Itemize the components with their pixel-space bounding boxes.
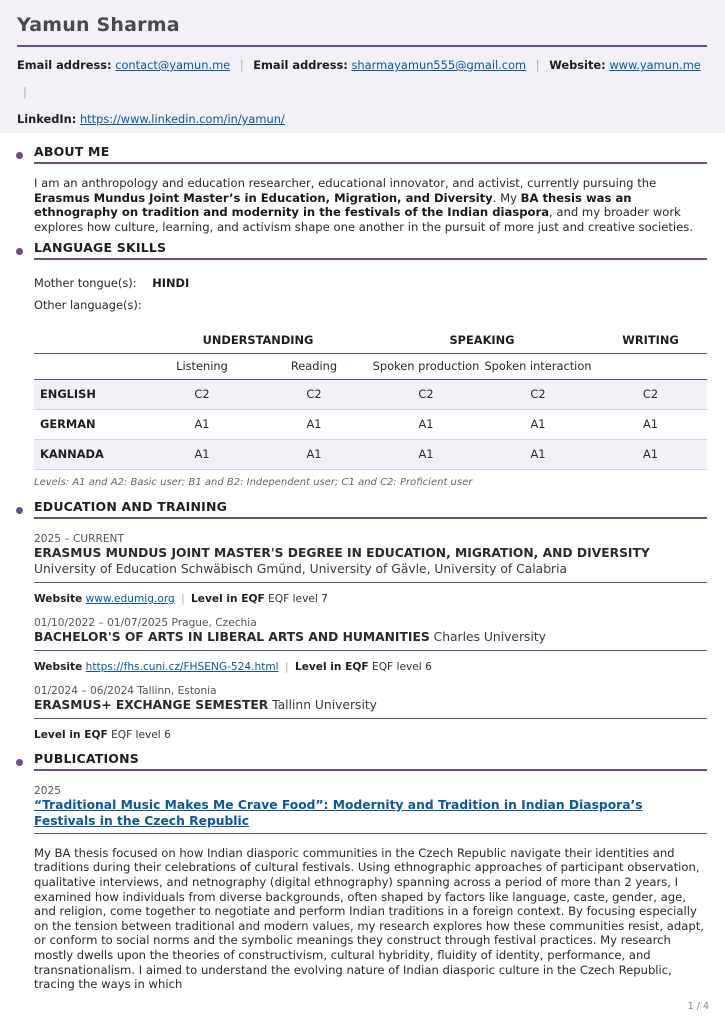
email-label: Email address: (253, 58, 348, 72)
education-entry (34, 533, 707, 605)
language-table (34, 327, 707, 470)
table-subheader-row (34, 353, 707, 379)
level-cell: A1 (370, 439, 482, 469)
level-cell: A1 (146, 409, 258, 439)
degree-name: BACHELOR'S OF ARTS IN LIBERAL ARTS AND HUMANITIES (34, 629, 430, 644)
education-entry (34, 685, 707, 741)
entry-date: 01/10/2022 – 01/07/2025 Prague, Czechia (34, 616, 257, 629)
linkedin-link[interactable]: https://www.linkedin.com/in/yamun/ (79, 112, 285, 126)
mother-tongue (34, 276, 707, 290)
mother-tongue-label: Mother tongue(s): (34, 276, 137, 291)
website-label: Website (34, 592, 83, 605)
other-languages-label: Other language(s): (34, 298, 142, 313)
contact-info (17, 52, 707, 133)
section-title-education (34, 499, 707, 519)
institution-name: University of Education Schwäbisch Gmünd, University of Gävle, University of Calabria (34, 561, 568, 576)
text-run: . My (492, 190, 521, 205)
entry-date: 01/2024 – 06/2024 Tallinn, Estonia (34, 684, 217, 697)
table-cell (594, 353, 707, 379)
level-cell: A1 (146, 439, 258, 469)
subheader-spoken-interaction: Spoken interaction (482, 353, 594, 379)
separator: | (23, 85, 27, 99)
bullet-dot-icon (16, 248, 23, 255)
table-header-row (34, 327, 707, 353)
eqf-label: Level in EQF (34, 728, 108, 741)
text-bold: Erasmus Mundus Joint Master’s in Education, Migration, and Diversity (34, 190, 493, 205)
bullet-dot-icon (16, 507, 23, 514)
level-cell: A1 (594, 409, 707, 439)
level-cell: C2 (146, 379, 258, 409)
website-label: Website (34, 660, 83, 673)
subheader-listening: Listening (146, 353, 258, 379)
about-paragraph (34, 176, 707, 234)
entry-date: 2025 – CURRENT (34, 532, 124, 545)
level-cell: C2 (594, 379, 707, 409)
contact-item (546, 58, 701, 72)
contact-item (17, 58, 234, 72)
email-label: Email address: (17, 58, 112, 72)
institution-name: Tallinn University (268, 697, 377, 712)
page-number: 1 / 4 (687, 1001, 709, 1012)
text-run: I am an anthropology and education researcher, educational innovator, and activist, currently pursuing the (34, 176, 657, 190)
header-writing: WRITING (594, 327, 707, 353)
entry-meta (34, 729, 707, 741)
subheader-spoken-production: Spoken production (370, 353, 482, 379)
linkedin-label: LinkedIn: (17, 112, 77, 126)
language-name: ENGLISH (34, 379, 146, 409)
header-speaking: SPEAKING (370, 327, 594, 353)
section-heading: LANGUAGE SKILLS (34, 240, 167, 256)
header-divider (17, 45, 707, 47)
publication-abstract: My BA thesis focused on how Indian diasporic communities in the Czech Republic navigate their identities and traditions during their celebrations of cultural festivals. Using ethnographic approaches of participant observation, qualitative interviews, and netnography (digital ethnography) spanning across a period of more than 2 years, I examined how individuals from diverse backgrounds, often shaped by factors like language, caste, gender, age, and religion, come together to negotiate and perform Indian traditions in a foreign context. By focusing especially on the tension between traditional and modern values, my research explores how these communities resist, adapt, or conform to social norms and the symbolic meanings they construct through festival practices. My research mostly dwells upon the theories of constructivism, cultural hybridity, fluidity of identity, performance, and transnationalism. I aimed to understand the evolving nature of Indian diasporic culture in the Czech Republic, tracing the ways in which (34, 845, 704, 992)
language-name: KANNADA (34, 439, 146, 469)
header-understanding: UNDERSTANDING (146, 327, 370, 353)
language-name: GERMAN (34, 409, 146, 439)
email-link-primary[interactable]: contact@yamun.me (115, 58, 231, 72)
level-cell: A1 (258, 409, 370, 439)
subheader-reading: Reading (258, 353, 370, 379)
entry-website-link[interactable]: https://fhs.cuni.cz/FHSENG-524.html (85, 660, 279, 673)
section-heading: PUBLICATIONS (34, 750, 140, 766)
degree-name: ERASMUS+ EXCHANGE SEMESTER (34, 697, 269, 712)
level-cell: A1 (370, 409, 482, 439)
eqf-label: Level in EQF (191, 592, 265, 605)
table-cell (34, 353, 146, 379)
website-label: Website: (549, 58, 606, 72)
cv-header (0, 0, 725, 133)
eqf-label: Level in EQF (294, 660, 369, 673)
level-cell: A1 (482, 439, 594, 469)
table-row (34, 409, 707, 439)
separator: | (285, 660, 289, 673)
email-link-secondary[interactable]: sharmayamun555@gmail.com (351, 58, 527, 72)
section-heading: ABOUT ME (34, 144, 110, 159)
level-cell: C2 (258, 379, 370, 409)
bullet-dot-icon (16, 152, 23, 159)
text-run: , and my broader work explores how culture, learning, and activism shape one another in the pursuit of more just and creative societies. (34, 205, 694, 234)
eqf-value: EQF level 6 (372, 660, 432, 673)
contact-item (250, 58, 530, 72)
separator: | (181, 592, 185, 605)
cv-body (0, 144, 725, 992)
level-cell: A1 (258, 439, 370, 469)
table-row (34, 439, 707, 469)
entry-title (34, 629, 707, 651)
section-title-languages (34, 240, 707, 260)
level-cell: A1 (594, 439, 707, 469)
education-entry (34, 617, 707, 673)
entry-website-link[interactable]: www.edumig.org (85, 592, 175, 605)
entry-meta (34, 661, 707, 673)
eqf-value: EQF level 7 (268, 592, 328, 605)
publication-year: 2025 (34, 784, 61, 797)
website-link[interactable]: www.yamun.me (609, 58, 701, 72)
table-row (34, 379, 707, 409)
section-title-about (34, 144, 707, 164)
entry-meta (34, 593, 707, 605)
section-title-publications (34, 751, 707, 771)
levels-legend: Levels: A1 and A2: Basic user; B1 and B2: Independent user; C1 and C2: Proficient user (34, 476, 473, 488)
separator: | (535, 58, 540, 72)
eqf-value: EQF level 6 (111, 728, 171, 741)
table-header-cell (34, 327, 146, 353)
text-bold: BA thesis was an ethnography on tradition and modernity in the festivals of the Indian diaspora (34, 190, 632, 220)
institution-name: Charles University (429, 629, 546, 644)
entry-title (34, 545, 707, 583)
section-heading: EDUCATION AND TRAINING (34, 498, 228, 514)
entry-title (34, 697, 707, 719)
level-cell: C2 (482, 379, 594, 409)
level-cell: A1 (482, 409, 594, 439)
level-cell: C2 (370, 379, 482, 409)
person-name: Yamun Sharma (17, 14, 180, 36)
bullet-dot-icon (16, 759, 23, 766)
degree-name: ERASMUS MUNDUS JOINT MASTER'S DEGREE IN EDUCATION, MIGRATION, AND DIVERSITY (34, 545, 650, 560)
separator: | (239, 58, 244, 72)
mother-tongue-value: HINDI (152, 276, 190, 291)
publication-title-link[interactable]: “Traditional Music Makes Me Crave Food”: Modernity and Tradition in Indian Diaspora’s Festivals in the Czech Republic (34, 797, 707, 834)
